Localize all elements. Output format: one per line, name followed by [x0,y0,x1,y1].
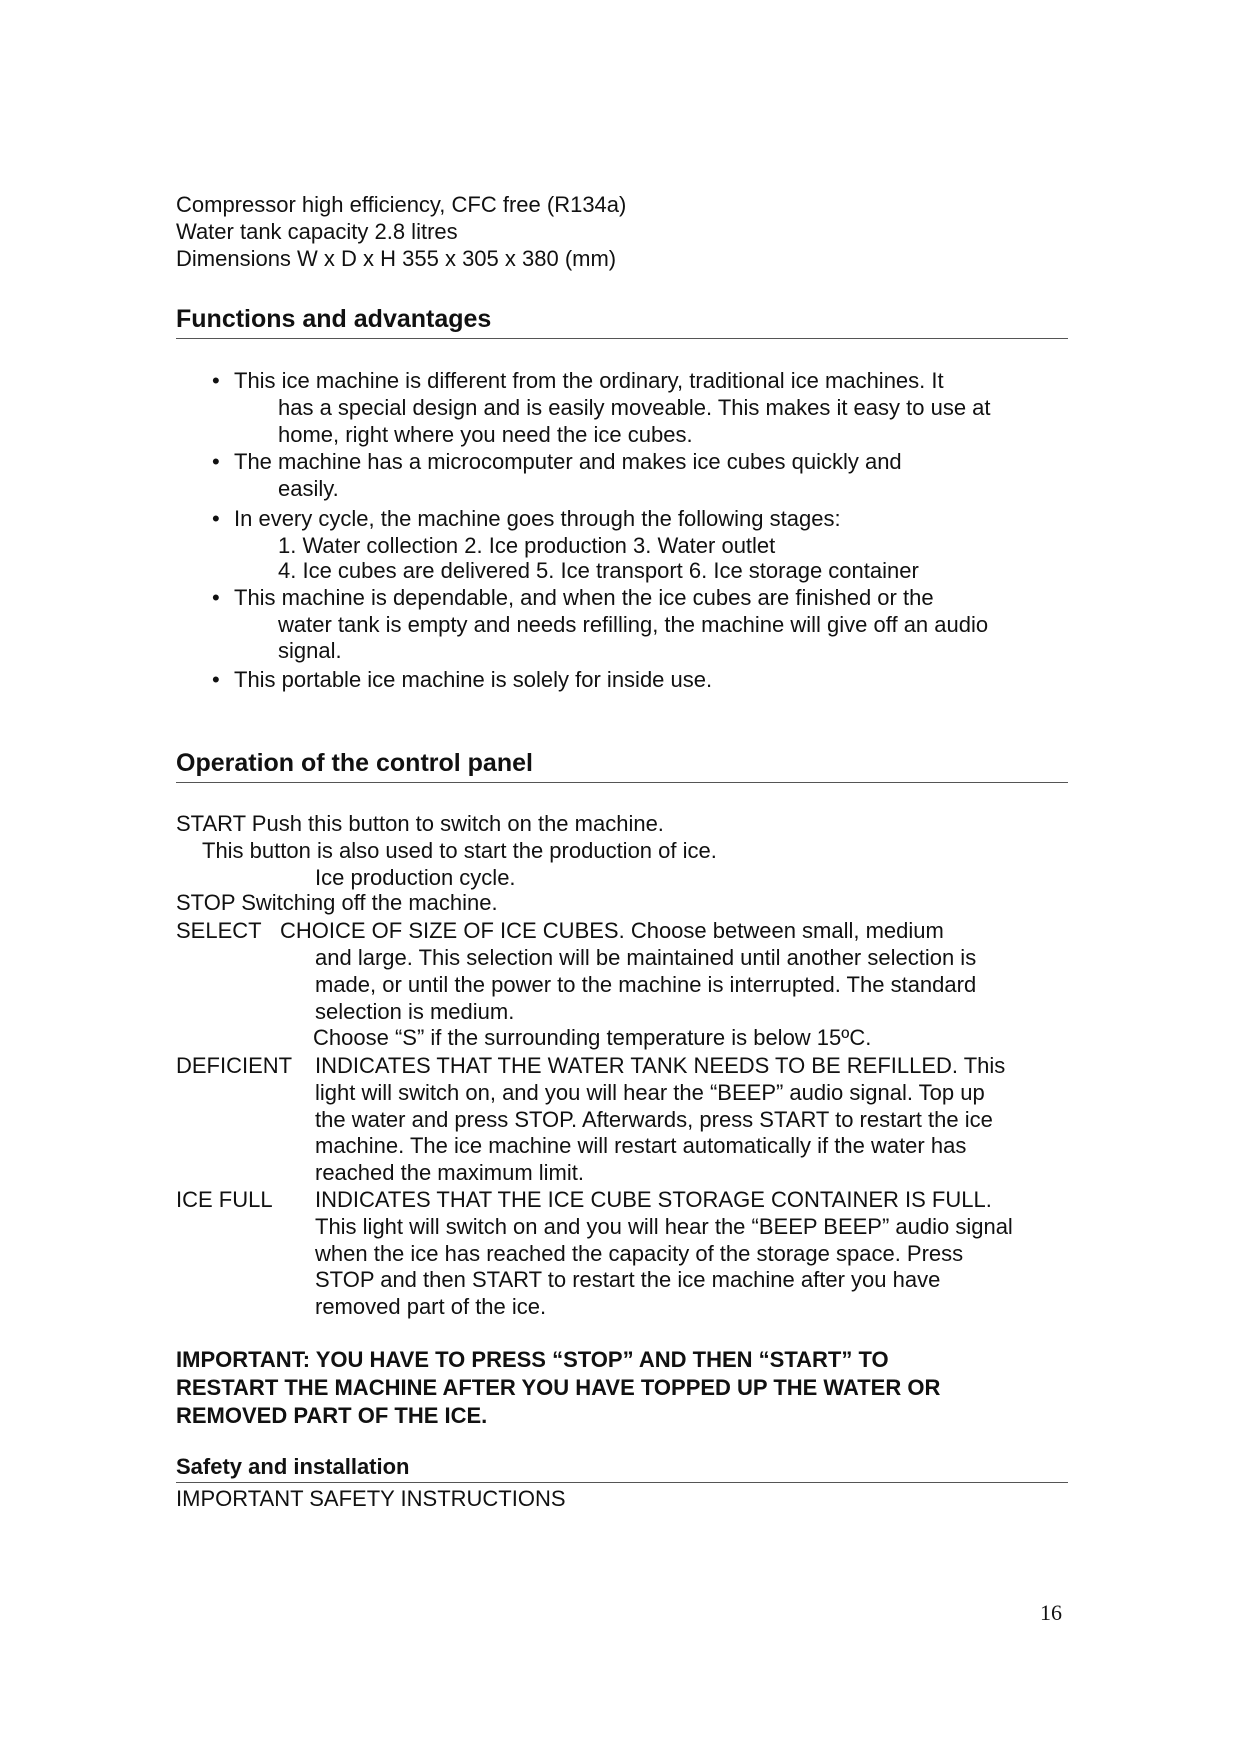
bullet-icon: • [212,506,220,531]
ice-full-line-3: when the ice has reached the capacity of the storage space. Press [315,1241,964,1266]
bullet-1-line-3: home, right where you need the ice cubes. [278,422,693,447]
deficient-line-1: INDICATES THAT THE WATER TANK NEEDS TO BE REFILLED. This [315,1053,1006,1078]
bullet-icon: • [212,585,220,610]
stop-line-1: STOP Switching off the machine. [176,890,498,915]
select-line-4: selection is medium. [315,999,515,1024]
deficient-term: DEFICIENT [176,1053,293,1078]
ice-full-line-1: INDICATES THAT THE ICE CUBE STORAGE CONTAINER IS FULL. [315,1187,992,1212]
bullet-icon: • [212,368,220,393]
spec-compressor: Compressor high efficiency, CFC free (R134a) [176,192,627,217]
safety-subheading: IMPORTANT SAFETY INSTRUCTIONS [176,1486,566,1511]
start-line-1: START Push this button to switch on the machine. [176,811,664,836]
start-line-3: Ice production cycle. [315,865,516,890]
spec-dimensions: Dimensions W x D x H 355 x 305 x 380 (mm) [176,246,617,271]
bullet-icon: • [212,449,220,474]
important-line-3: REMOVED PART OF THE ICE. [176,1403,488,1428]
ice-full-line-5: removed part of the ice. [315,1294,547,1319]
spec-water-tank: Water tank capacity 2.8 litres [176,219,458,244]
bullet-5-line-1: This portable ice machine is solely for inside use. [234,667,713,692]
bullet-4-line-3: signal. [278,638,342,663]
bullet-2-line-1: The machine has a microcomputer and makes ice cubes quickly and [234,449,902,474]
bullet-3-line-3: 4. Ice cubes are delivered 5. Ice transport 6. Ice storage container [278,558,919,583]
ice-full-term: ICE FULL [176,1187,273,1212]
bullet-3-line-2: 1. Water collection 2. Ice production 3. Water outlet [278,533,776,558]
deficient-line-5: reached the maximum limit. [315,1160,584,1185]
important-line-1: IMPORTANT: YOU HAVE TO PRESS “STOP” AND THEN “START” TO [176,1347,889,1372]
start-line-2: This button is also used to start the production of ice. [202,838,717,863]
bullet-1-line-2: has a special design and is easily moveable. This makes it easy to use at [278,395,991,420]
select-line-2: and large. This selection will be maintained until another selection is [315,945,977,970]
important-line-2: RESTART THE MACHINE AFTER YOU HAVE TOPPED UP THE WATER OR [176,1375,941,1400]
bullet-4-line-2: water tank is empty and needs refilling, the machine will give off an audio [278,612,989,637]
ice-full-line-2: This light will switch on and you will hear the “BEEP BEEP” audio signal [315,1214,1013,1239]
deficient-line-3: the water and press STOP. Afterwards, press START to restart the ice [315,1107,993,1132]
ice-full-line-4: STOP and then START to restart the ice machine after you have [315,1267,941,1292]
bullet-4-line-1: This machine is dependable, and when the ice cubes are finished or the [234,585,934,610]
bullet-3-line-1: In every cycle, the machine goes through the following stages: [234,506,841,531]
bullet-1-line-1: This ice machine is different from the ordinary, traditional ice machines. It [234,368,944,393]
select-line-5: Choose “S” if the surrounding temperature is below 15ºC. [313,1025,872,1050]
deficient-line-4: machine. The ice machine will restart automatically if the water has [315,1133,967,1158]
deficient-line-2: light will switch on, and you will hear the “BEEP” audio signal. Top up [315,1080,985,1105]
page-number: 16 [1040,1600,1062,1625]
bullet-2-line-2: easily. [278,476,339,501]
select-term: SELECT [176,918,262,943]
bullet-icon: • [212,667,220,692]
functions-heading: Functions and advantages [176,305,1068,339]
select-line-3: made, or until the power to the machine is interrupted. The standard [315,972,977,997]
safety-heading: Safety and installation [176,1454,1068,1483]
select-line-1: CHOICE OF SIZE OF ICE CUBES. Choose between small, medium [280,918,944,943]
control-panel-heading: Operation of the control panel [176,749,1068,783]
